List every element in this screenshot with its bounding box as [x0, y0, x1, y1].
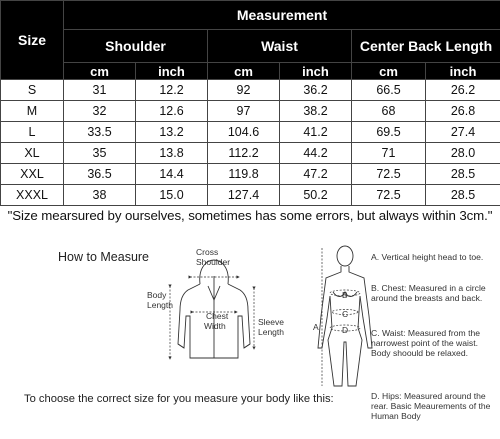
legend-d: D. Hips: Measured around the rear. Basic Meaurements of the Human Body [371, 391, 491, 421]
measurement-cell: 41.2 [280, 122, 352, 143]
measurement-cell: 33.5 [64, 122, 136, 143]
measurement-cell: 28.5 [426, 164, 500, 185]
measurement-cell: 47.2 [280, 164, 352, 185]
measurement-cell: 26.2 [426, 80, 500, 101]
legend-b: B. Chest: Measured in a circle around the breasts and back. [371, 283, 486, 303]
measurement-cell: 50.2 [280, 185, 352, 206]
measurement-cell: 36.2 [280, 80, 352, 101]
table-row [1, 185, 500, 206]
measurement-cell: 15.0 [136, 185, 208, 206]
legend-a: A. Vertical height head to toe. [371, 252, 484, 262]
measurement-cell: 112.2 [208, 143, 280, 164]
measurement-cell: 72.5 [352, 185, 426, 206]
measurement-cell: 13.2 [136, 122, 208, 143]
measurement-cell: 38.2 [280, 101, 352, 122]
unit-header: cm [64, 63, 136, 80]
size-cell: L [1, 122, 64, 143]
chest-width-label: Chest [206, 311, 229, 321]
body-letter-c: C [342, 309, 349, 319]
measurement-cell: 31 [64, 80, 136, 101]
body-length-label: Length [147, 300, 173, 310]
cross-shoulder-label: Cross [196, 247, 219, 257]
cross-shoulder-label: Shoulder [196, 257, 231, 267]
measurement-header: Measurement [64, 1, 500, 30]
size-cell: M [1, 101, 64, 122]
measurement-cell: 97 [208, 101, 280, 122]
table-row [1, 80, 500, 101]
table-row [1, 143, 500, 164]
table-row [1, 164, 500, 185]
unit-header: inch [136, 63, 208, 80]
measurement-cell: 35 [64, 143, 136, 164]
center-back-length-header: Center Back Length [352, 30, 500, 63]
unit-header: cm [352, 63, 426, 80]
size-cell: XL [1, 143, 64, 164]
size-cell: XXL [1, 164, 64, 185]
size-chart-table [0, 0, 500, 206]
measurement-cell: 71 [352, 143, 426, 164]
unit-header: inch [280, 63, 352, 80]
measurement-cell: 68 [352, 101, 426, 122]
measurement-cell: 69.5 [352, 122, 426, 143]
measurement-cell: 38 [64, 185, 136, 206]
legend-c: C. Waist: Measured from the narrowest point of the waist. Body shoould be relaxed. [371, 328, 481, 358]
table-row [1, 101, 500, 122]
body-letter-a: A [313, 322, 319, 332]
measurement-cell: 26.8 [426, 101, 500, 122]
waist-header: Waist [208, 30, 352, 63]
body-letter-b: B [342, 290, 348, 300]
measurement-cell: 119.8 [208, 164, 280, 185]
unit-header: cm [208, 63, 280, 80]
size-column-header: Size [1, 1, 64, 80]
unit-header: inch [426, 63, 500, 80]
measurement-cell: 66.5 [352, 80, 426, 101]
how-to-measure-title: How to Measure [58, 250, 150, 264]
measurement-cell: 28.5 [426, 185, 500, 206]
measurement-cell: 27.4 [426, 122, 500, 143]
chest-width-label: Width [204, 321, 226, 331]
sleeve-length-label: Length [258, 327, 284, 337]
sleeve-length-label: Sleeve [258, 317, 284, 327]
size-cell: S [1, 80, 64, 101]
measurement-cell: 92 [208, 80, 280, 101]
measurement-note: "Size mearsured by ourselves, sometimes has some errors, but always within 3cm." [7, 208, 493, 223]
body-letter-d: D [342, 325, 349, 335]
measurement-cell: 36.5 [64, 164, 136, 185]
measurement-cell: 72.5 [352, 164, 426, 185]
measurement-cell: 32 [64, 101, 136, 122]
body-length-label: Body [147, 290, 167, 300]
shoulder-header: Shoulder [64, 30, 208, 63]
measurement-cell: 44.2 [280, 143, 352, 164]
choose-size-instruction: To choose the correct size for you measure your body like this: [24, 393, 334, 405]
size-cell: XXXL [1, 185, 64, 206]
measurement-cell: 104.6 [208, 122, 280, 143]
jacket-diagram [178, 260, 250, 358]
measurement-cell: 127.4 [208, 185, 280, 206]
measurement-cell: 14.4 [136, 164, 208, 185]
measurement-cell: 12.2 [136, 80, 208, 101]
measurement-cell: 28.0 [426, 143, 500, 164]
measurement-cell: 13.8 [136, 143, 208, 164]
table-row [1, 122, 500, 143]
measurement-cell: 12.6 [136, 101, 208, 122]
